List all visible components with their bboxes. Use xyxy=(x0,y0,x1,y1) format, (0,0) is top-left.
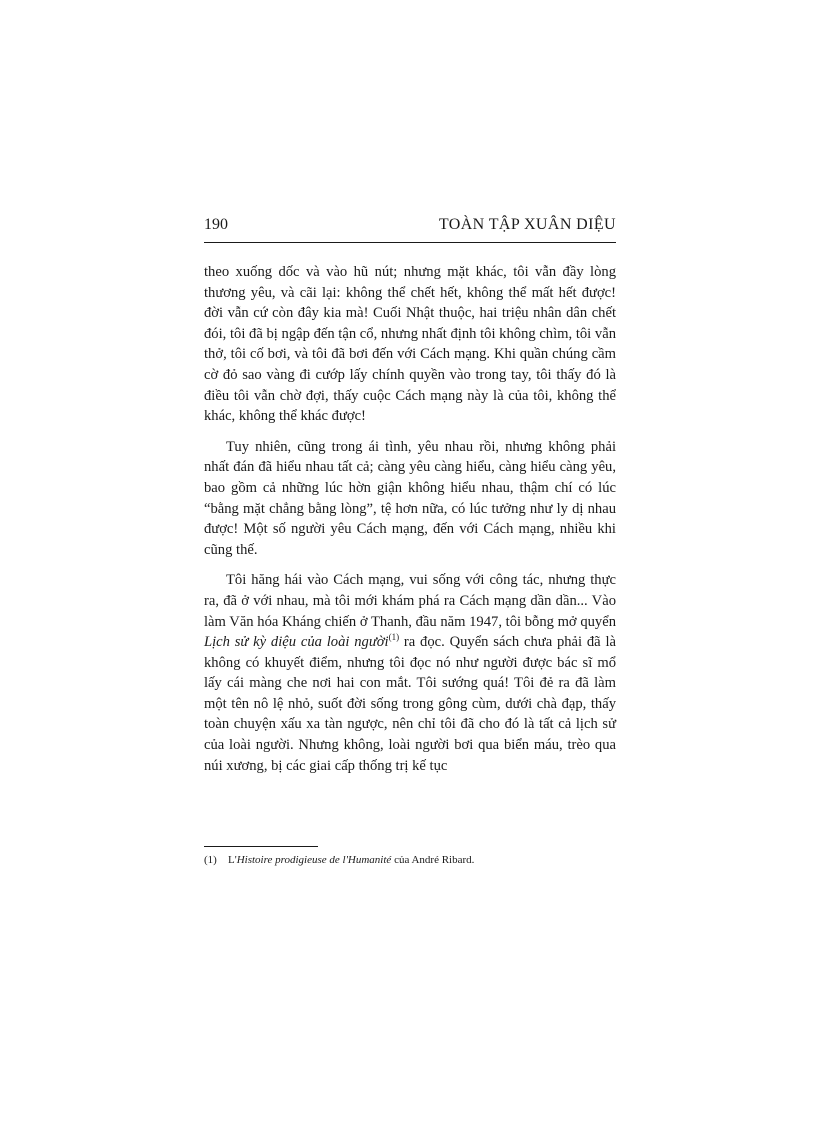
paragraph-3-part2: ra đọc. Quyển sách chưa phải đã là không có khuyết điểm, nhưng tôi đọc nó như người được bác sĩ mổ lấy cái màng che nơi hai con mắt. Tôi sướng quá! Tôi đẻ ra đã làm một tên nô lệ nhỏ, suốt đời sống trong gông cùm, dưới chà đạp, thấy toàn chuyện xấu xa tàn ngược, nên chỉ tôi đã cho đó là tất cả lịch sử của loài người. Nhưng không, loài người bơi qua biển máu, trèo qua núi xương, bị các giai cấp thống trị kế tục xyxy=(204,634,616,774)
paragraph-3-part1: Tôi hăng hái vào Cách mạng, vui sống với công tác, nhưng thực ra, đã ở với nhau, mà tôi mới khám phá ra Cách mạng dần dần... Vào làm Văn hóa Kháng chiến ở Thanh, đầu năm 1947, tôi bỗng mở quyển xyxy=(204,572,616,630)
paragraph-2: Tuy nhiên, cũng trong ái tình, yêu nhau rồi, nhưng không phải nhất đán đã hiểu nhau tất cả; càng yêu càng hiểu, càng hiểu càng yêu, bao gồm cả những lúc hờn giận không hiểu nhau, thậm chí có lúc “bằng mặt chẳng bằng lòng”, tệ hơn nữa, có lúc tưởng như ly dị nhau được! Một số người yêu Cách mạng, đến với Cách mạng, nhiều khi cũng thế. xyxy=(204,438,616,558)
footnote xyxy=(204,853,616,867)
paragraph-3 xyxy=(204,570,616,776)
body-text xyxy=(204,262,616,776)
footnote-divider xyxy=(204,846,318,847)
page-header xyxy=(204,216,616,243)
footnote-marker: (1) xyxy=(204,854,217,866)
book-title: Lịch sử kỳ diệu của loài người xyxy=(204,634,389,651)
footnote-reference[interactable]: (1) xyxy=(388,632,400,643)
running-title: TOÀN TẬP XUÂN DIỆU xyxy=(438,216,616,233)
footnote-suffix: của André Ribard. xyxy=(391,854,475,866)
footnote-title: Histoire prodigieuse de l'Humanité xyxy=(236,854,392,866)
footnote-prefix: L' xyxy=(228,854,237,866)
paragraph-1: theo xuống dốc và vào hũ nút; nhưng mặt khác, tôi vẫn đầy lòng thương yêu, và cãi lại: không thể chết hết, không thể mất hết được! đời vẫn cứ còn đây kia mà! Cuối Nhật thuộc, hai triệu nhân dân chết đói, tôi đã bị ngập đến tận cổ, nhưng nhất định tôi không chìm, tôi vẫn thở, tôi cố bơi, và tôi đã bơi đến với Cách mạng. Khi quần chúng cầm cờ đỏ sao vàng đi cướp lấy chính quyền vào trong tay, tôi thấy đó là điều tôi vẫn chờ đợi, thấy cuộc Cách mạng này là của tôi, không thể khác, không thể khác được! xyxy=(204,264,616,425)
page-number: 190 xyxy=(204,216,228,233)
